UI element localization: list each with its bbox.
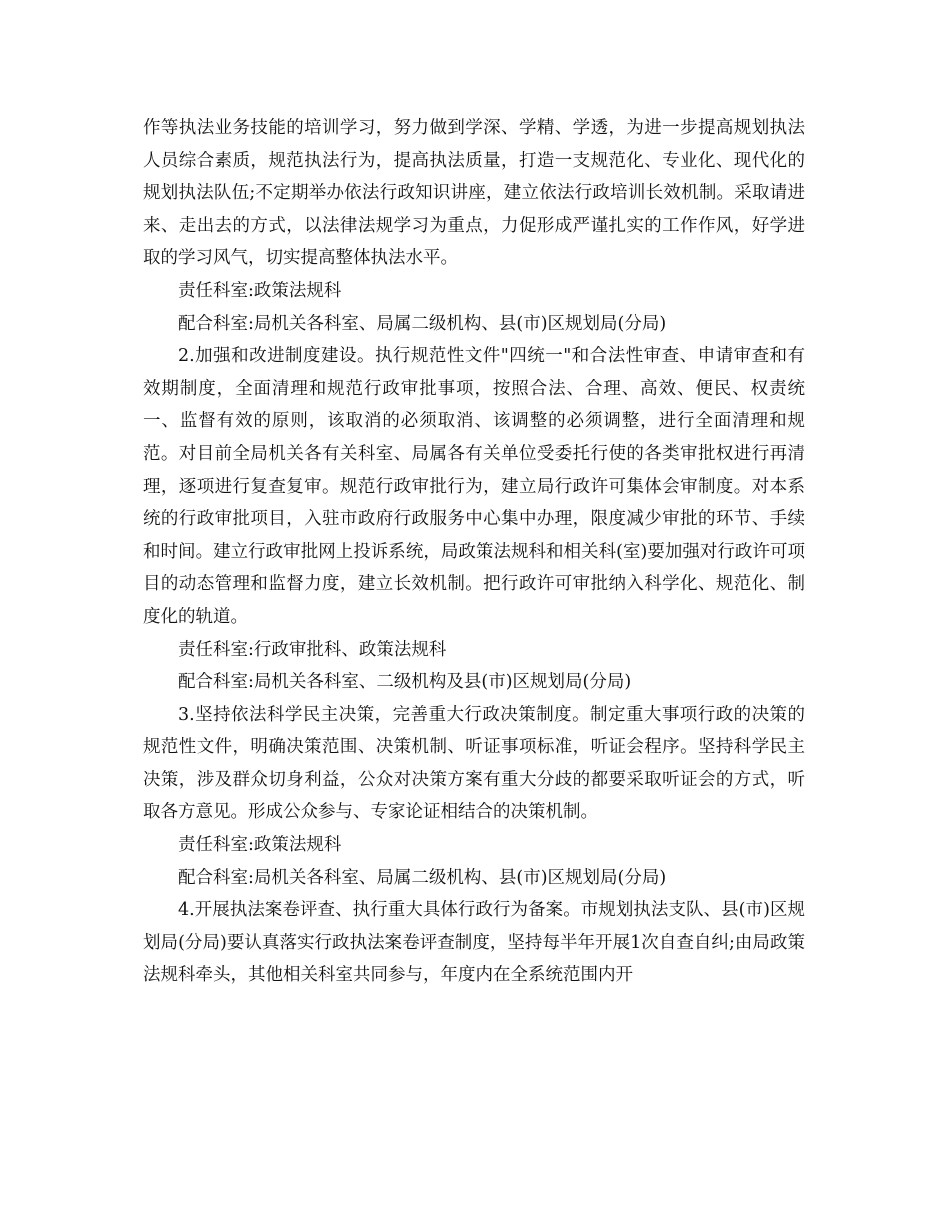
cooperating-office-1: 配合科室:局机关各科室、局属二级机构、县(市)区规划局(分局) <box>178 313 667 334</box>
cooperating-office-2: 配合科室:局机关各科室、二级机构及县(市)区规划局(分局) <box>178 672 632 693</box>
document-body <box>143 112 805 992</box>
responsible-office-3: 责任科室:政策法规科 <box>178 835 342 856</box>
paragraph-continuation: 作等执法业务技能的培训学习，努力做到学深、学精、学透，为进一步提高规划执法人员综合素质，规范执法行为，提高执法质量，打造一支规范化、专业化、现代化的规划执法队伍;不定期举办依法行政知识讲座，建立依法行政培训长效机制。采取请进来、走出去的方式，以法律法规学习为重点，力促形成严谨扎实的工作作风，好学进取的学习风气，切实提高整体执法水平。 <box>143 118 805 269</box>
responsible-office-1: 责任科室:政策法规科 <box>178 280 342 301</box>
cooperating-office-3: 配合科室:局机关各科室、局属二级机构、县(市)区规划局(分局) <box>178 867 667 888</box>
paragraph-item-3: 3.坚持依法科学民主决策，完善重大行政决策制度。制定重大事项行政的决策的规范性文件，明确决策范围、决策机制、听证事项标准，听证会程序。坚持科学民主决策，涉及群众切身利益，公众对决策方案有重大分歧的都要采取听证会的方式，听取各方意见。形成公众参与、专家论证相结合的决策机制。 <box>143 704 805 823</box>
paragraph-item-2: 2.加强和改进制度建设。执行规范性文件"四统一"和合法性审查、申请审查和有效期制度，全面清理和规范行政审批事项，按照合法、合理、高效、便民、权责统一、监督有效的原则，该取消的必须取消、该调整的必须调整，进行全面清理和规范。对目前全局机关各有关科室、局属各有关单位受委托行使的各类审批权进行再清理，逐项进行复查复审。规范行政审批行为，建立局行政许可集体会审制度。对本系统的行政审批项目，入驻市政府行政服务中心集中办理，限度减少审批的环节、手续和时间。建立行政审批网上投诉系统，局政策法规科和相关科(室)要加强对行政许可项目的动态管理和监督力度，建立长效机制。把行政许可审批纳入科学化、规范化、制度化的轨道。 <box>143 346 805 627</box>
responsible-office-2: 责任科室:行政审批科、政策法规科 <box>178 639 447 660</box>
paragraph-item-4: 4.开展执法案卷评查、执行重大具体行政行为备案。市规划执法支队、县(市)区规划局(分局)要认真落实行政执法案卷评查制度，坚持每半年开展1次自查自纠;由局政策法规科牵头，其他相关科室共同参与，年度内在全系统范围内开 <box>143 900 805 986</box>
